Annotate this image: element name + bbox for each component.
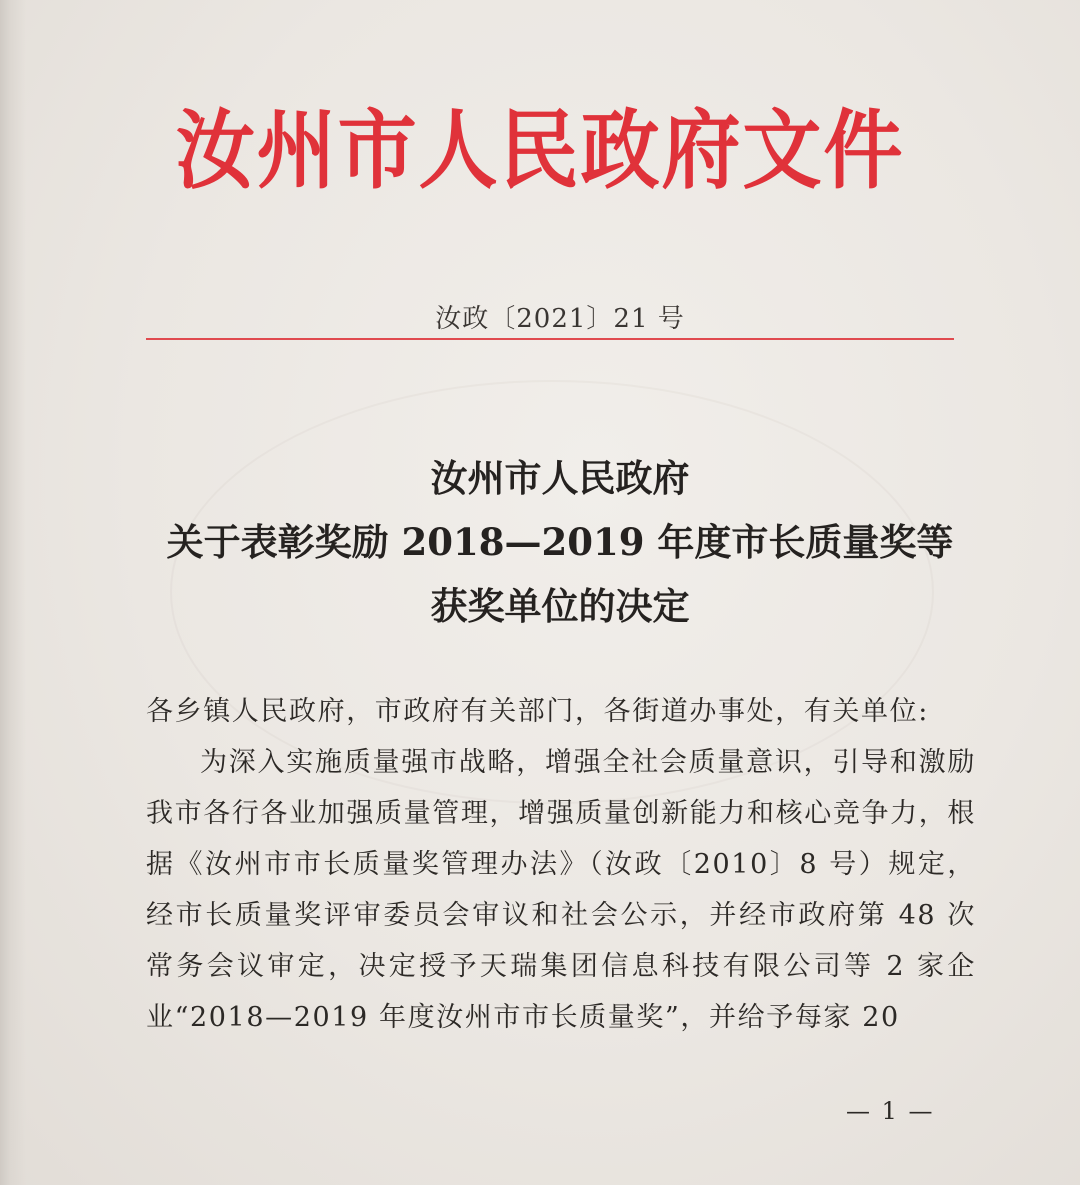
title-line: 获奖单位的决定 <box>430 584 690 628</box>
body-paragraph: 为深入实施质量强市战略，增强全社会质量意识，引导和激励我市各行各业加强质量管理，增强质量创新能力和核心竞争力，根据《汝州市市长质量奖管理办法》（汝政〔2010〕8 号）规定，经市长质量奖评审委员会审议和社会公示，并经市政府第 48 次常务会议审定，决定授予天瑞集团信息科技有限公司等 2 家企业“2018—2019 年度汝州市市长质量奖”，并给予每家 20 <box>146 747 976 1033</box>
salutation: 各乡镇人民政府，市政府有关部门，各街道办事处，有关单位: <box>146 696 929 727</box>
document-masthead: 汝州市人民政府文件 <box>175 100 905 201</box>
document-number: 汝政〔2021〕21 号 <box>435 304 685 334</box>
page-number: — 1 — <box>846 1097 935 1125</box>
red-separator-line <box>146 338 954 340</box>
title-line: 关于表彰奖励 2018—2019 年度市长质量奖等 <box>166 520 954 564</box>
title-line: 汝州市人民政府 <box>430 456 690 500</box>
document-title <box>0 446 1080 638</box>
document-body <box>146 686 976 1043</box>
